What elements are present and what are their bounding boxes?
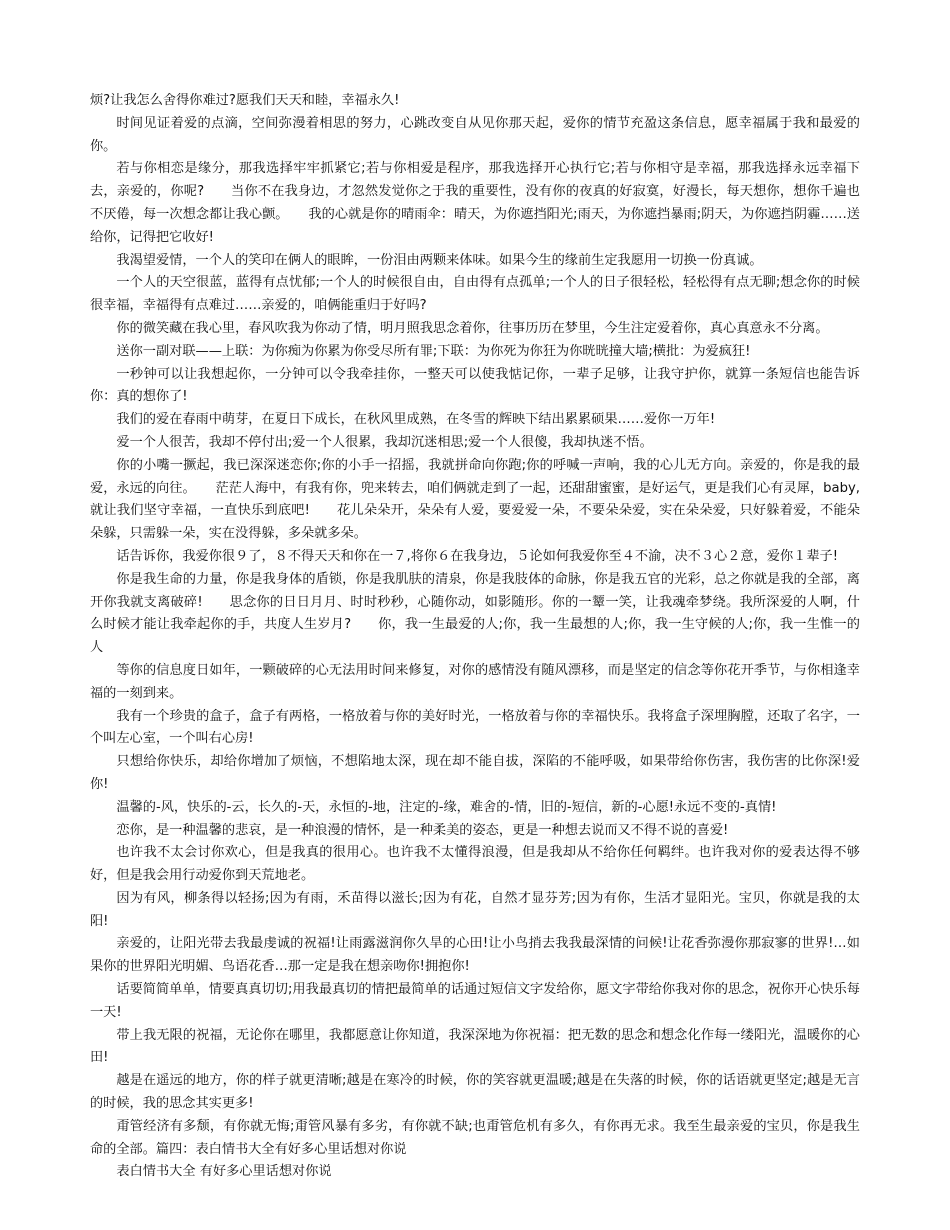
paragraph: 烦?让我怎么舍得你难过?愿我们天天和睦，幸福永久! [90,93,400,108]
paragraph: 我有一个珍贵的盒子，盒子有两格，一格放着与你的美好时光，一格放着与你的幸福快乐。我将盒子深埋胸膛，还取了名字，一个叫左心室，一个叫右心房! [90,708,860,747]
paragraph: 话告诉你，我爱你很９了，８不得天天和你在一７,将你６在我身边，５论如何我爱你至４不渝，决不３心２意，爱你１辈子! [116,548,838,564]
paragraph: 你的微笑藏在我心里，春风吹我为你动了情，明月照我思念着你，往事历历在梦里，今生注定爱着你，真心真意永不分离。 [116,320,829,336]
paragraph: 亲爱的，让阳光带去我最虔诚的祝福!让雨露滋润你久旱的心田!让小鸟捎去我我最深情的问候!让花香弥漫你那寂寥的世界!…如果你的世界阳光明媚、鸟语花香…那一定是我在想亲吻你!拥抱你! [90,936,860,975]
paragraph: 一秒钟可以让我想起你，一分钟可以令我牵挂你，一整天可以使我惦记你，一辈子足够，让我守护你，就算一条短信也能告诉你：真的想你了! [90,366,860,405]
paragraph: 恋你，是一种温馨的悲哀，是一种浪漫的情怀，是一种柔美的姿态，更是一种想去说而又不得不说的喜爱! [116,822,729,838]
paragraph: 带上我无限的祝福，无论你在哪里，我都愿意让你知道，我深深地为你祝福：把无数的思念和想念化作每一缕阳光，温暖你的心田! [90,1027,860,1066]
paragraph: 等你的信息度日如年，一颗破碎的心无法用时间来修复，对你的感情没有随风漂移，而是坚定的信念等你花开季节，与你相逢幸福的一刻到来。 [90,662,860,701]
paragraph: 温馨的-风，快乐的-云，长久的-天，永恒的-地，注定的-缘，难舍的-情，旧的-短信，新的-心愿!永远不变的-真情! [116,799,777,815]
paragraph: 我渴望爱情，一个人的笑印在俩人的眼眸，一份泪由两颗来体味。如果今生的缘前生定我愿用一切换一份真诚。 [116,252,763,268]
paragraph: 因为有风，柳条得以轻扬;因为有雨，禾苗得以滋长;因为有花，自然才显芬芳;因为有你，生活才显阳光。宝贝，你就是我的太阳! [90,890,860,929]
paragraph: 甭管经济有多颓，有你就无悔;甭管风暴有多劣，有你就不缺;也甭管危机有多久，有你再无求。我至生最亲爱的宝贝，你是我生命的全部。篇四：表白情书大全有好多心里话想对你说 [90,1118,860,1157]
paragraph: 时间见证着爱的点滴，空间弥漫着相思的努力，心跳改变自从见你那天起，爱你的情节充盈这条信息，愿幸福属于我和最爱的你。 [90,115,860,154]
paragraph: 表白情书大全 有好多心里话想对你说 [116,1164,332,1180]
paragraph: 越是在遥远的地方，你的样子就更清晰;越是在寒冷的时候，你的笑容就更温暖;越是在失落的时候，你的话语就更坚定;越是无言的时候，我的思念其实更多! [90,1073,860,1112]
paragraph: 只想给你快乐，却给你增加了烦恼，不想陷地太深，现在却不能自拔，深陷的不能呼吸，如果带给你伤害，我伤害的比你深!爱你! [90,754,860,792]
paragraph: 爱一个人很苦，我却不停付出;爱一个人很累，我却沉迷相思;爱一个人很傻，我却执迷不悟。 [116,434,653,450]
paragraph: 话要简简单单，情要真真切切;用我最真切的情把最简单的话通过短信文字发给你，愿文字带给你我对你的思念，祝你开心快乐每一天! [90,982,860,1020]
paragraph: 送你一副对联——上联：为你痴为你累为你受尽所有罪;下联：为你死为你狂为你晄晄撞大墙;横批：为爱疯狂! [116,343,751,359]
paragraph: 我们的爱在春雨中萌芽，在夏日下成长，在秋风里成熟，在冬雪的辉映下结出累累硕果……爱你一万年! [116,412,716,428]
paragraph: 若与你相恋是缘分，那我选择牢牢抓紧它;若与你相爱是程序，那我选择开心执行它;若与你相守是幸福，那我选择永远幸福下去，亲爱的，你呢? 当你不在我身边，才忽然发觉你之于我的重要性，没有你的夜真的好寂寞，好漫长，每天想你，想你千遍也不厌倦，每一次想念都让我心颤。 我的心就是你的晴雨伞：晴天，为你遮挡阳光;雨天，为你遮挡暴雨;阴天，为你遮挡阴霾……送给你，记得把它收好! [90,161,860,245]
paragraph: 也许我不太会讨你欢心，但是我真的很用心。也许我不太懂得浪漫，但是我却从不给你任何羁绊。也许我对你的爱表达得不够好，但是我会用行动爱你到天荒地老。 [90,845,860,884]
document-page [90,90,860,1184]
paragraph: 你是我生命的力量，你是我身体的盾锁，你是我肌肤的清泉，你是我肢体的命脉，你是我五官的光彩，总之你就是我的全部，离开你我就支离破碎! 思念你的日日月月、时时秒秒，心随你动，如影随形。你的一颦一笑，让我魂牵梦绕。我所深爱的人啊，什么时候才能让我牵起你的手，共度人生岁月? 你，我一生最爱的人;你，我一生最想的人;你，我一生守候的人;你，我一生惟一的人 [90,571,860,656]
paragraph: 一个人的天空很蓝，蓝得有点忧郁;一个人的时候很自由，自由得有点孤单;一个人的日子很轻松，轻松得有点无聊;想念你的时候很幸福，幸福得有点难过……亲爱的，咱俩能重归于好吗? [90,275,860,314]
paragraph: 你的小嘴一撅起，我已深深迷恋你;你的小手一招摇，我就拼命向你跑;你的呼喊一声响，我的心儿无方向。亲爱的，你是我的最爱，永远的向往。 茫茫人海中，有我有你，兜来转去，咱们俩就走到了一起，还甜甜蜜蜜，是好运气，更是我们心有灵犀，baby,就让我们坚守幸福，一直快乐到底吧! 花儿朵朵开，朵朵有人爱，要爱爱一朵，不要朵朵爱，实在朵朵爱，只好躲着爱，不能朵朵躲，只需躲一朵，实在没得躲，多朵就多朵。 [90,457,860,542]
